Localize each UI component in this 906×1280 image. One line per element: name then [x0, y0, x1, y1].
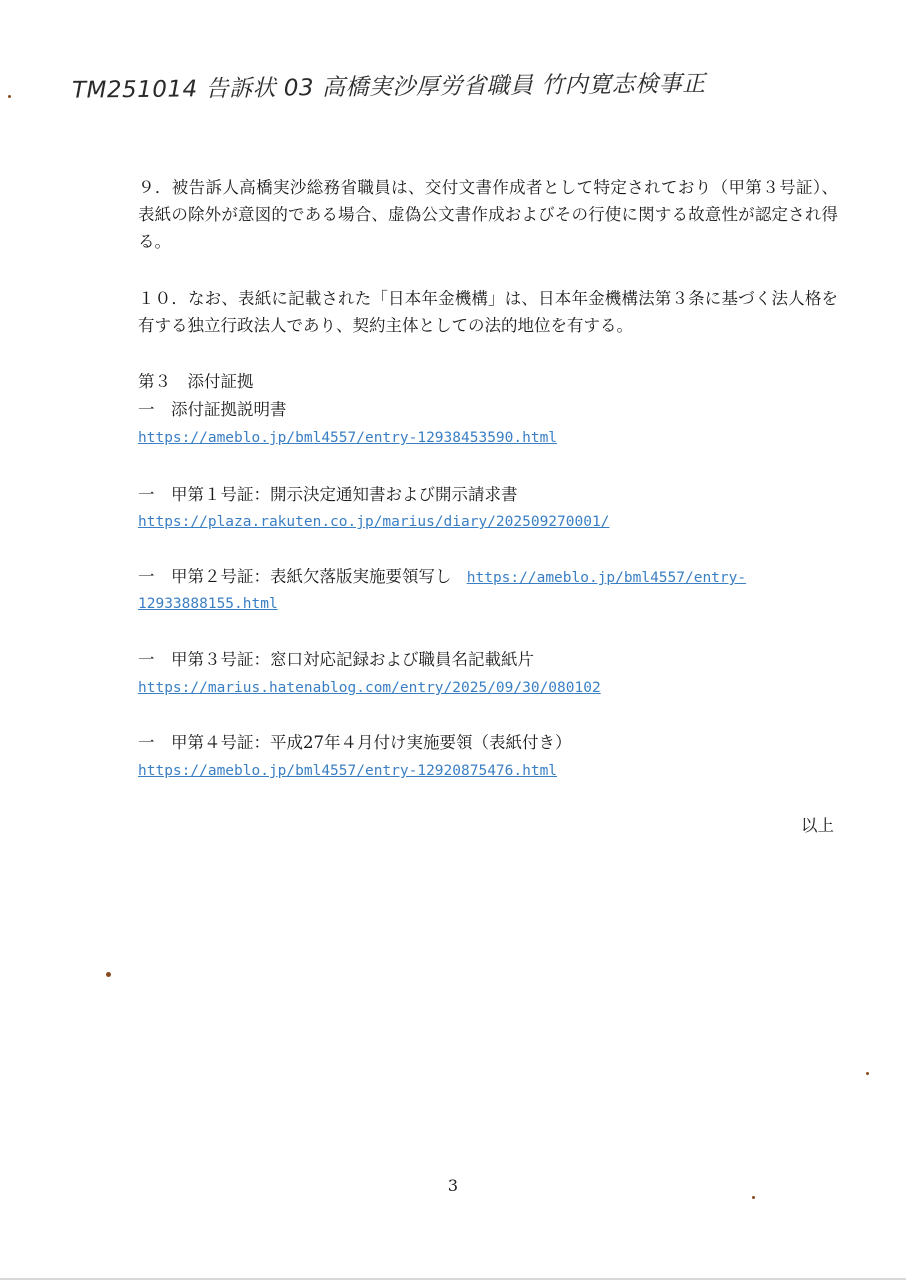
section-heading: 第３ 添付証拠	[138, 372, 254, 391]
evidence-link-ko2[interactable]: https://ameblo.jp/bml4557/entry-	[466, 570, 747, 586]
evidence-row-ko2	[138, 563, 746, 592]
evidence-label-ko1: 一 甲第１号証：開示決定通知書および開示請求書	[138, 485, 518, 504]
scan-speck	[8, 95, 11, 98]
handwritten-header: TM251014 告訴状 03 高橋実沙厚労省職員 竹内寛志検事正	[71, 71, 706, 104]
evidence-label-ko4: 一 甲第４号証：平成27年４月付け実施要領（表紙付き）	[138, 733, 572, 752]
evidence-link-explanation[interactable]: https://ameblo.jp/bml4557/entry-12938453590.html	[138, 430, 558, 446]
evidence-link-ko3[interactable]: https://marius.hatenablog.com/entry/2025/09/30/080102	[138, 680, 601, 696]
evidence-label-explanation: 一 添付証拠説明書	[138, 400, 287, 419]
paragraph-9: ９．被告訴人高橋実沙総務省職員は、交付文書作成者として特定されており（甲第３号証）、表紙の除外が意図的である場合、虚偽公文書作成およびその行使に関する故意性が認定され得る。	[138, 178, 839, 251]
scan-speck	[752, 1196, 755, 1199]
evidence-link-ko2-continued[interactable]: 12933888155.html	[138, 596, 278, 612]
paragraph-10: １０．なお、表紙に記載された「日本年金機構」は、日本年金機構法第３条に基づく法人格を有する独立行政法人であり、契約主体としての法的地位を有する。	[138, 289, 838, 335]
evidence-link-ko4[interactable]: https://ameblo.jp/bml4557/entry-12920875476.html	[138, 763, 558, 779]
closing-text: 以上	[801, 816, 834, 835]
evidence-link-ko1[interactable]: https://plaza.rakuten.co.jp/marius/diary/202509270001/	[138, 514, 610, 530]
evidence-label-ko2: 一 甲第２号証：表紙欠落版実施要領写し	[138, 567, 452, 586]
evidence-label-ko3: 一 甲第３号証：窓口対応記録および職員名記載紙片	[138, 650, 534, 669]
scan-speck	[866, 1072, 869, 1075]
page-number: 3	[447, 1176, 459, 1195]
scan-speck	[106, 972, 111, 977]
